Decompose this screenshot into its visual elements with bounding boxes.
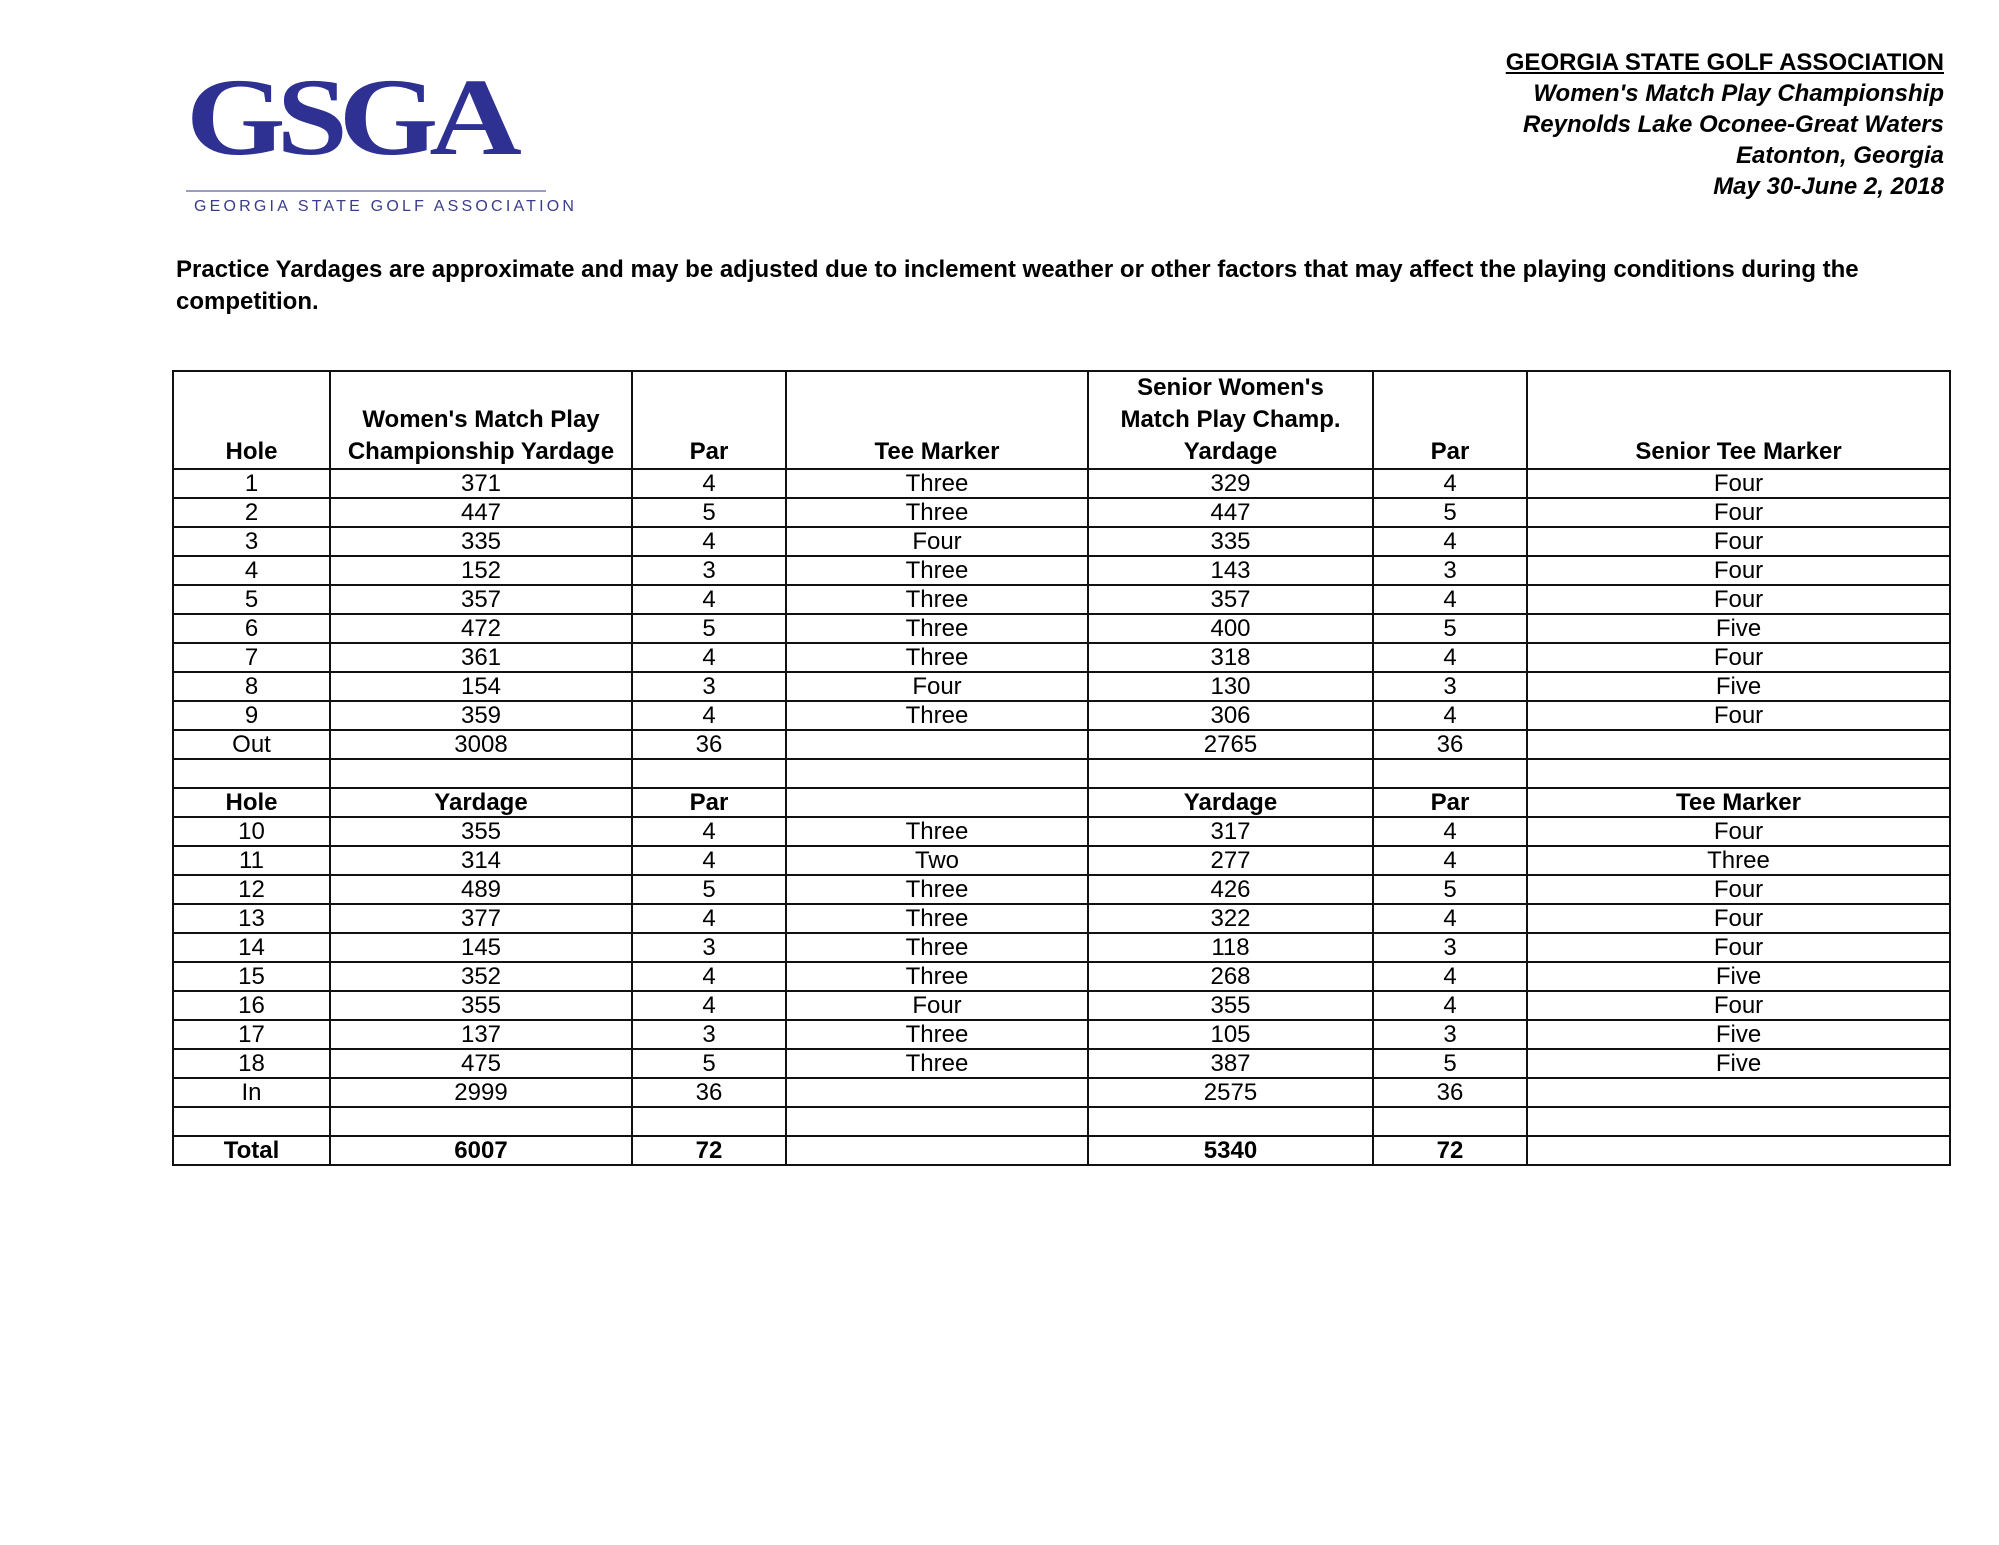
cell-sr-tee xyxy=(1527,1078,1950,1107)
back-nine-header-row xyxy=(173,788,1950,817)
table-row xyxy=(173,817,1950,846)
cell-sr-par: 5 xyxy=(1373,614,1527,643)
cell-sr-tee: Four xyxy=(1527,904,1950,933)
cell-hole xyxy=(173,759,330,788)
table-row xyxy=(173,875,1950,904)
cell-sr-tee xyxy=(1527,730,1950,759)
cell-yardage: 2999 xyxy=(330,1078,632,1107)
practice-yardage-notice: Practice Yardages are approximate and may be adjusted due to inclement weather or other factors that may affect the playing conditions during the competition. xyxy=(176,256,1859,315)
col-header-line: Women's Match Play xyxy=(362,406,600,433)
cell-sr-par: 4 xyxy=(1373,991,1527,1020)
table-row xyxy=(173,672,1950,701)
table-row xyxy=(173,643,1950,672)
cell-tee: Three xyxy=(786,556,1088,585)
cell-par: 5 xyxy=(632,614,786,643)
cell-hole: 14 xyxy=(173,933,330,962)
cell-par: 3 xyxy=(632,933,786,962)
cell-sr-tee: Four xyxy=(1527,701,1950,730)
col-header-line: Match Play Champ. xyxy=(1120,406,1341,433)
cell-sr-yardage: 447 xyxy=(1088,498,1373,527)
cell-yardage: 355 xyxy=(330,817,632,846)
col-header-par: Par xyxy=(632,371,786,469)
table-row xyxy=(173,585,1950,614)
cell-sr-par: 5 xyxy=(1373,875,1527,904)
cell-yardage: 145 xyxy=(330,933,632,962)
col-header-senior-yardage xyxy=(1088,371,1373,469)
cell-hole: 17 xyxy=(173,1020,330,1049)
cell-sr-par: 4 xyxy=(1373,469,1527,498)
cell-yardage: 335 xyxy=(330,527,632,556)
cell-sr-tee: Four xyxy=(1527,556,1950,585)
cell-sr-tee: Five xyxy=(1527,614,1950,643)
logo-mark: GSGA xyxy=(186,55,513,179)
cell-sr-par: 3 xyxy=(1373,1020,1527,1049)
cell-hole: 4 xyxy=(173,556,330,585)
cell-yardage: 472 xyxy=(330,614,632,643)
cell-sr-tee: Three xyxy=(1527,846,1950,875)
cell-sr-tee: Five xyxy=(1527,962,1950,991)
cell-sr-tee: Four xyxy=(1527,469,1950,498)
table-header-row xyxy=(173,371,1950,469)
cell-sr-tee: Five xyxy=(1527,672,1950,701)
cell-sr-yardage: 426 xyxy=(1088,875,1373,904)
cell-yardage: 475 xyxy=(330,1049,632,1078)
cell-tee xyxy=(786,730,1088,759)
cell-hole: 15 xyxy=(173,962,330,991)
cell-sr-tee: Five xyxy=(1527,1049,1950,1078)
table-row xyxy=(173,933,1950,962)
cell-tee: Three xyxy=(786,643,1088,672)
cell-hole: Hole xyxy=(173,788,330,817)
cell-sr-yardage: 143 xyxy=(1088,556,1373,585)
cell-sr-yardage: 322 xyxy=(1088,904,1373,933)
cell-par: 4 xyxy=(632,643,786,672)
cell-yardage: 355 xyxy=(330,991,632,1020)
cell-sr-tee xyxy=(1527,1107,1950,1136)
cell-par: 5 xyxy=(632,1049,786,1078)
table-row xyxy=(173,991,1950,1020)
cell-tee xyxy=(786,1078,1088,1107)
cell-sr-tee: Four xyxy=(1527,933,1950,962)
cell-tee xyxy=(786,788,1088,817)
cell-sr-yardage: 5340 xyxy=(1088,1136,1373,1165)
cell-par: 36 xyxy=(632,730,786,759)
cell-tee xyxy=(786,1136,1088,1165)
cell-sr-tee: Four xyxy=(1527,498,1950,527)
table-row xyxy=(173,962,1950,991)
col-header-tee-marker: Tee Marker xyxy=(786,371,1088,469)
cell-tee: Three xyxy=(786,498,1088,527)
cell-sr-par: 3 xyxy=(1373,672,1527,701)
cell-hole: Out xyxy=(173,730,330,759)
cell-sr-tee: Four xyxy=(1527,875,1950,904)
cell-yardage: 357 xyxy=(330,585,632,614)
cell-tee: Three xyxy=(786,962,1088,991)
cell-sr-yardage xyxy=(1088,1107,1373,1136)
cell-par: 4 xyxy=(632,701,786,730)
logo-divider xyxy=(186,190,546,192)
document-header xyxy=(1506,47,1944,202)
cell-yardage: 152 xyxy=(330,556,632,585)
cell-sr-tee: Four xyxy=(1527,991,1950,1020)
cell-par: 5 xyxy=(632,875,786,904)
cell-sr-par: 5 xyxy=(1373,1049,1527,1078)
organization-name: GEORGIA STATE GOLF ASSOCIATION xyxy=(1505,49,1944,76)
cell-hole: 9 xyxy=(173,701,330,730)
cell-sr-yardage: Yardage xyxy=(1088,788,1373,817)
cell-tee xyxy=(786,1107,1088,1136)
cell-hole: 13 xyxy=(173,904,330,933)
cell-tee xyxy=(786,759,1088,788)
cell-sr-yardage: 2575 xyxy=(1088,1078,1373,1107)
cell-par: 3 xyxy=(632,672,786,701)
cell-sr-par: 4 xyxy=(1373,962,1527,991)
cell-tee: Four xyxy=(786,991,1088,1020)
cell-par: Par xyxy=(632,788,786,817)
table-row xyxy=(173,527,1950,556)
cell-sr-tee: Tee Marker xyxy=(1527,788,1950,817)
cell-sr-yardage: 105 xyxy=(1088,1020,1373,1049)
cell-yardage: 447 xyxy=(330,498,632,527)
cell-tee: Three xyxy=(786,875,1088,904)
course-name: Reynolds Lake Oconee-Great Waters xyxy=(1522,111,1944,138)
cell-hole xyxy=(173,1107,330,1136)
cell-tee: Four xyxy=(786,527,1088,556)
table-row xyxy=(173,469,1950,498)
cell-sr-yardage: 329 xyxy=(1088,469,1373,498)
table-row xyxy=(173,1020,1950,1049)
cell-hole: 3 xyxy=(173,527,330,556)
logo-subtitle: GEORGIA STATE GOLF ASSOCIATION xyxy=(194,198,578,215)
table-row xyxy=(173,1049,1950,1078)
cell-par: 3 xyxy=(632,1020,786,1049)
cell-par: 5 xyxy=(632,498,786,527)
cell-sr-yardage: 277 xyxy=(1088,846,1373,875)
cell-sr-par: 4 xyxy=(1373,701,1527,730)
cell-sr-tee: Five xyxy=(1527,1020,1950,1049)
cell-sr-yardage: 306 xyxy=(1088,701,1373,730)
col-header-senior-tee-marker: Senior Tee Marker xyxy=(1527,371,1950,469)
cell-yardage: Yardage xyxy=(330,788,632,817)
cell-tee: Three xyxy=(786,1049,1088,1078)
col-header-hole: Hole xyxy=(173,371,330,469)
cell-yardage xyxy=(330,759,632,788)
cell-sr-yardage: 400 xyxy=(1088,614,1373,643)
cell-hole: 18 xyxy=(173,1049,330,1078)
cell-par: 4 xyxy=(632,846,786,875)
cell-hole: 10 xyxy=(173,817,330,846)
cell-yardage: 377 xyxy=(330,904,632,933)
cell-sr-yardage xyxy=(1088,759,1373,788)
cell-sr-tee xyxy=(1527,759,1950,788)
cell-hole: 5 xyxy=(173,585,330,614)
cell-sr-tee: Four xyxy=(1527,585,1950,614)
cell-sr-par: 4 xyxy=(1373,904,1527,933)
cell-sr-yardage: 118 xyxy=(1088,933,1373,962)
col-header-line: Championship Yardage xyxy=(347,438,615,465)
cell-sr-par: 4 xyxy=(1373,846,1527,875)
cell-yardage xyxy=(330,1107,632,1136)
gsga-logo xyxy=(186,55,578,215)
table-row xyxy=(173,614,1950,643)
cell-tee: Three xyxy=(786,933,1088,962)
cell-par: 4 xyxy=(632,817,786,846)
col-header-wmp-yardage xyxy=(330,371,632,469)
cell-sr-tee xyxy=(1527,1136,1950,1165)
table-row xyxy=(173,556,1950,585)
cell-sr-par: Par xyxy=(1373,788,1527,817)
cell-yardage: 352 xyxy=(330,962,632,991)
cell-sr-par xyxy=(1373,1107,1527,1136)
cell-sr-yardage: 268 xyxy=(1088,962,1373,991)
spacer-row xyxy=(173,759,1950,788)
event-location: Eatonton, Georgia xyxy=(1735,142,1944,169)
cell-tee: Three xyxy=(786,614,1088,643)
cell-yardage: 359 xyxy=(330,701,632,730)
col-header-senior-par: Par xyxy=(1373,371,1527,469)
cell-sr-yardage: 317 xyxy=(1088,817,1373,846)
cell-hole: 2 xyxy=(173,498,330,527)
out-subtotal-row xyxy=(173,730,1950,759)
cell-sr-par: 4 xyxy=(1373,817,1527,846)
event-dates: May 30-June 2, 2018 xyxy=(1713,173,1944,200)
cell-sr-par: 72 xyxy=(1373,1136,1527,1165)
cell-par: 4 xyxy=(632,991,786,1020)
cell-par: 72 xyxy=(632,1136,786,1165)
cell-par xyxy=(632,759,786,788)
cell-hole: 11 xyxy=(173,846,330,875)
cell-tee: Two xyxy=(786,846,1088,875)
spacer-row xyxy=(173,1107,1950,1136)
cell-yardage: 137 xyxy=(330,1020,632,1049)
cell-hole: 1 xyxy=(173,469,330,498)
cell-par: 3 xyxy=(632,556,786,585)
cell-par: 36 xyxy=(632,1078,786,1107)
total-row xyxy=(173,1136,1950,1165)
table-row xyxy=(173,904,1950,933)
cell-par: 4 xyxy=(632,962,786,991)
cell-yardage: 154 xyxy=(330,672,632,701)
cell-sr-tee: Four xyxy=(1527,643,1950,672)
cell-hole: 12 xyxy=(173,875,330,904)
cell-tee: Three xyxy=(786,585,1088,614)
cell-par: 4 xyxy=(632,904,786,933)
cell-yardage: 314 xyxy=(330,846,632,875)
cell-yardage: 489 xyxy=(330,875,632,904)
cell-sr-par: 3 xyxy=(1373,933,1527,962)
col-header-line: Senior Women's xyxy=(1137,374,1324,401)
col-header-line: Yardage xyxy=(1183,438,1278,465)
event-name: Women's Match Play Championship xyxy=(1533,80,1944,107)
cell-sr-yardage: 387 xyxy=(1088,1049,1373,1078)
cell-sr-yardage: 2765 xyxy=(1088,730,1373,759)
cell-sr-par: 5 xyxy=(1373,498,1527,527)
cell-par: 4 xyxy=(632,527,786,556)
cell-tee: Three xyxy=(786,469,1088,498)
cell-sr-tee: Four xyxy=(1527,817,1950,846)
cell-sr-par: 4 xyxy=(1373,643,1527,672)
cell-sr-par: 4 xyxy=(1373,527,1527,556)
table-row xyxy=(173,846,1950,875)
yardage-table xyxy=(172,370,1951,1166)
cell-sr-yardage: 130 xyxy=(1088,672,1373,701)
cell-sr-par: 4 xyxy=(1373,585,1527,614)
cell-tee: Three xyxy=(786,701,1088,730)
cell-hole: Total xyxy=(173,1136,330,1165)
cell-tee: Four xyxy=(786,672,1088,701)
cell-hole: 16 xyxy=(173,991,330,1020)
table-row xyxy=(173,701,1950,730)
cell-yardage: 361 xyxy=(330,643,632,672)
cell-sr-par: 3 xyxy=(1373,556,1527,585)
cell-tee: Three xyxy=(786,817,1088,846)
cell-hole: In xyxy=(173,1078,330,1107)
cell-hole: 7 xyxy=(173,643,330,672)
cell-par xyxy=(632,1107,786,1136)
cell-yardage: 3008 xyxy=(330,730,632,759)
cell-tee: Three xyxy=(786,1020,1088,1049)
cell-sr-yardage: 357 xyxy=(1088,585,1373,614)
cell-yardage: 371 xyxy=(330,469,632,498)
cell-sr-tee: Four xyxy=(1527,527,1950,556)
cell-hole: 6 xyxy=(173,614,330,643)
cell-tee: Three xyxy=(786,904,1088,933)
cell-par: 4 xyxy=(632,585,786,614)
cell-sr-yardage: 335 xyxy=(1088,527,1373,556)
cell-sr-par: 36 xyxy=(1373,730,1527,759)
cell-sr-yardage: 318 xyxy=(1088,643,1373,672)
cell-hole: 8 xyxy=(173,672,330,701)
table-row xyxy=(173,498,1950,527)
in-subtotal-row xyxy=(173,1078,1950,1107)
cell-sr-yardage: 355 xyxy=(1088,991,1373,1020)
cell-sr-par: 36 xyxy=(1373,1078,1527,1107)
cell-yardage: 6007 xyxy=(330,1136,632,1165)
cell-par: 4 xyxy=(632,469,786,498)
cell-sr-par xyxy=(1373,759,1527,788)
